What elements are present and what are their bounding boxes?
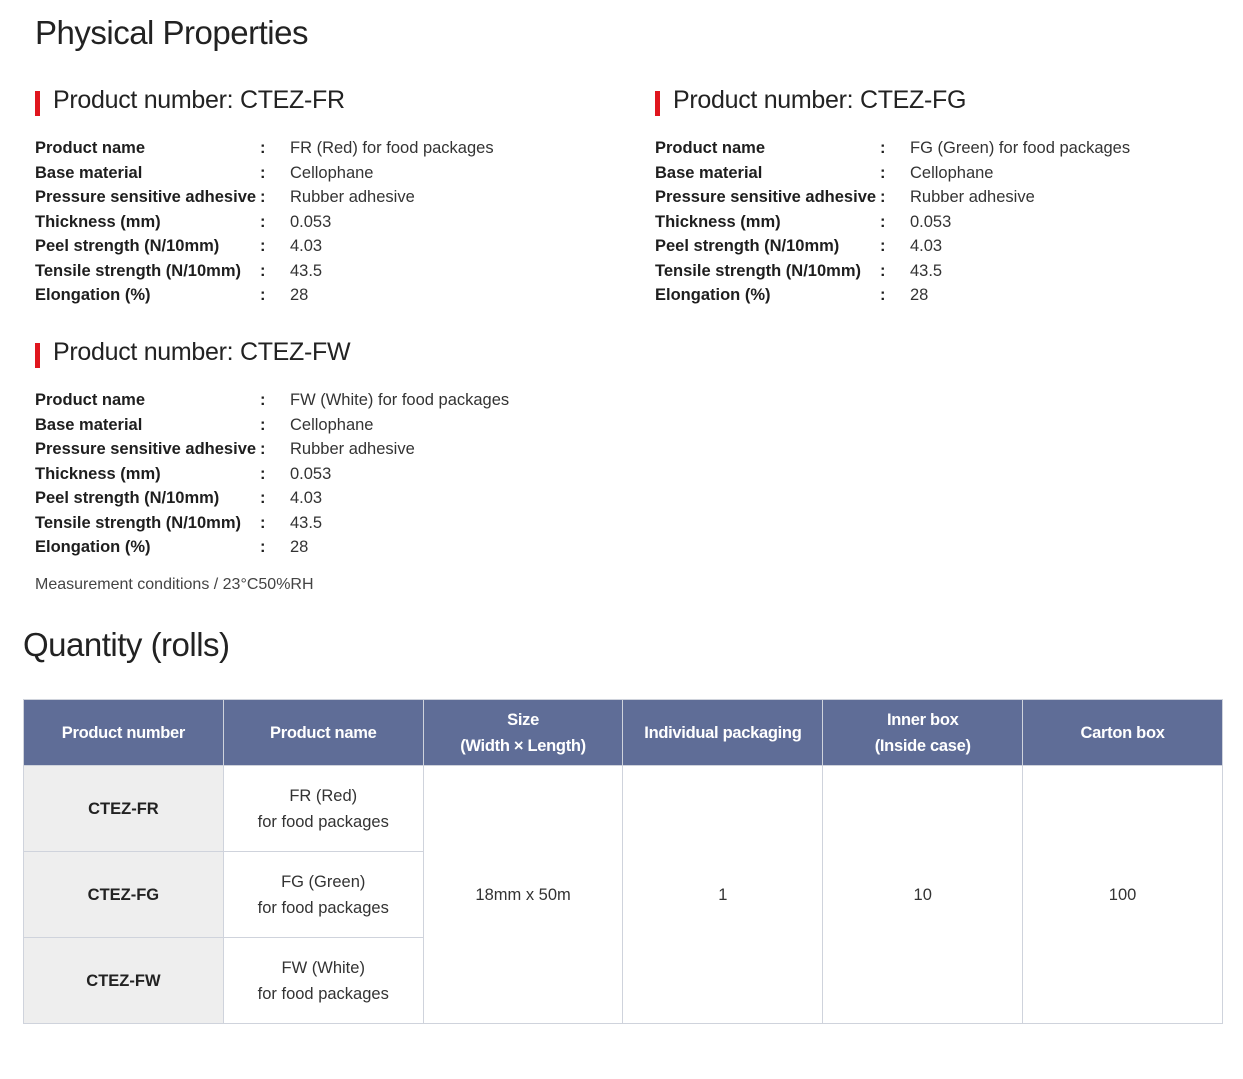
spec-label: Peel strength (N/10mm) xyxy=(655,237,840,255)
header-carton-box xyxy=(1023,700,1223,766)
spec-row xyxy=(35,188,595,213)
spec-row xyxy=(35,514,595,539)
spec-row xyxy=(35,538,595,563)
product-block-ctez-fw xyxy=(35,338,595,563)
spec-label: Pressure sensitive adhesive xyxy=(655,188,877,206)
spec-row xyxy=(35,440,595,465)
spec-value: 4.03 xyxy=(290,489,323,507)
spec-label: Product name xyxy=(35,139,146,157)
spec-label: Base material xyxy=(35,415,143,434)
quantity-section-title: Quantity (rolls) xyxy=(23,626,230,663)
spec-label: Peel strength (N/10mm) xyxy=(35,237,220,255)
header-product-number xyxy=(24,700,224,766)
table-row xyxy=(24,766,1223,852)
spec-list xyxy=(655,139,1215,311)
spec-label: Thickness (mm) xyxy=(655,212,781,231)
spec-colon: : xyxy=(260,489,266,507)
spec-row xyxy=(35,416,595,441)
spec-label: Product name xyxy=(655,139,766,157)
header-line: Individual packaging xyxy=(644,723,802,742)
header-line: (Width × Length) xyxy=(460,736,586,755)
spec-label: Pressure sensitive adhesive xyxy=(35,188,257,206)
spec-value: 0.053 xyxy=(910,212,952,231)
spec-value: FW (White) for food packages xyxy=(290,391,510,409)
spec-value: Rubber adhesive xyxy=(290,188,415,206)
product-name-line: for food packages xyxy=(257,898,389,917)
spec-value: Rubber adhesive xyxy=(910,188,1035,206)
product-number-cell: CTEZ-FR xyxy=(24,766,224,852)
spec-colon: : xyxy=(880,188,886,206)
spec-row xyxy=(655,213,1215,238)
spec-label: Base material xyxy=(35,163,143,182)
spec-value: Rubber adhesive xyxy=(290,440,415,458)
spec-row xyxy=(655,188,1215,213)
header-line: Carton box xyxy=(1080,723,1165,742)
header-product-name xyxy=(223,700,423,766)
spec-colon: : xyxy=(880,212,886,231)
spec-colon: : xyxy=(880,261,886,280)
spec-row xyxy=(35,465,595,490)
spec-colon: : xyxy=(260,464,266,483)
spec-row xyxy=(35,286,595,311)
product-heading xyxy=(35,338,595,372)
product-name-line: for food packages xyxy=(257,984,389,1003)
product-block-ctez-fr xyxy=(35,86,595,311)
spec-value: Cellophane xyxy=(290,163,374,182)
carton-box-cell: 100 xyxy=(1023,766,1223,1024)
heading-marker xyxy=(655,91,660,116)
individual-packaging-cell: 1 xyxy=(623,766,823,1024)
spec-colon: : xyxy=(260,391,266,409)
product-name-line: FW (White) xyxy=(281,958,365,977)
spec-label: Elongation (%) xyxy=(35,286,151,304)
spec-label: Pressure sensitive adhesive xyxy=(35,440,257,458)
spec-row xyxy=(35,391,595,416)
spec-label: Elongation (%) xyxy=(655,286,771,304)
heading-marker xyxy=(35,91,40,116)
product-heading-text: Product number: CTEZ-FW xyxy=(53,338,351,366)
spec-row xyxy=(655,262,1215,287)
spec-value: Cellophane xyxy=(290,415,374,434)
header-line: Product name xyxy=(270,723,377,742)
product-name-cell xyxy=(223,852,423,938)
spec-label: Tensile strength (N/10mm) xyxy=(655,261,861,280)
spec-value: FR (Red) for food packages xyxy=(290,139,494,157)
spec-colon: : xyxy=(260,261,266,280)
spec-label: Thickness (mm) xyxy=(35,464,161,483)
spec-value: 28 xyxy=(290,286,309,304)
spec-colon: : xyxy=(260,286,266,304)
table-header-row xyxy=(24,700,1223,766)
spec-colon: : xyxy=(880,286,886,304)
spec-label: Peel strength (N/10mm) xyxy=(35,489,220,507)
product-heading-text: Product number: CTEZ-FR xyxy=(53,86,345,114)
product-heading-text: Product number: CTEZ-FG xyxy=(673,86,967,114)
spec-row xyxy=(35,164,595,189)
spec-row xyxy=(35,262,595,287)
spec-row xyxy=(655,237,1215,262)
spec-colon: : xyxy=(880,139,886,157)
spec-value: Cellophane xyxy=(910,163,994,182)
spec-row xyxy=(35,489,595,514)
spec-row xyxy=(35,237,595,262)
spec-label: Thickness (mm) xyxy=(35,212,161,231)
spec-label: Product name xyxy=(35,391,146,409)
spec-list xyxy=(35,139,595,311)
spec-colon: : xyxy=(260,139,266,157)
inner-box-cell: 10 xyxy=(823,766,1023,1024)
spec-colon: : xyxy=(880,163,886,182)
product-name-line: FG (Green) xyxy=(281,872,366,891)
header-individual-packaging xyxy=(623,700,823,766)
page-title: Physical Properties xyxy=(35,14,308,51)
header-line: (Inside case) xyxy=(874,736,971,755)
product-name-cell xyxy=(223,938,423,1024)
spec-colon: : xyxy=(880,237,886,255)
spec-row xyxy=(655,139,1215,164)
product-name-line: FR (Red) xyxy=(289,786,358,805)
spec-colon: : xyxy=(260,440,266,458)
header-size xyxy=(423,700,623,766)
header-line: Product number xyxy=(61,723,186,742)
spec-row xyxy=(655,286,1215,311)
spec-row xyxy=(35,139,595,164)
spec-row xyxy=(35,213,595,238)
spec-value: 43.5 xyxy=(290,513,323,532)
header-line: Inner box xyxy=(886,710,959,729)
spec-colon: : xyxy=(260,212,266,231)
size-cell: 18mm x 50m xyxy=(423,766,623,1024)
spec-colon: : xyxy=(260,188,266,206)
quantity-table xyxy=(23,699,1223,1024)
spec-value: 0.053 xyxy=(290,464,332,483)
product-number-cell: CTEZ-FG xyxy=(24,852,224,938)
spec-value: 43.5 xyxy=(910,261,943,280)
spec-value: 4.03 xyxy=(290,237,323,255)
spec-colon: : xyxy=(260,513,266,532)
product-block-ctez-fg xyxy=(655,86,1215,311)
spec-label: Base material xyxy=(655,163,763,182)
spec-label: Tensile strength (N/10mm) xyxy=(35,513,241,532)
spec-colon: : xyxy=(260,538,266,556)
spec-label: Elongation (%) xyxy=(35,538,151,556)
product-heading xyxy=(35,86,595,120)
spec-value: FG (Green) for food packages xyxy=(910,139,1131,157)
header-inner-box xyxy=(823,700,1023,766)
spec-value: 28 xyxy=(910,286,929,304)
heading-marker xyxy=(35,343,40,368)
spec-value: 28 xyxy=(290,538,309,556)
spec-colon: : xyxy=(260,415,266,434)
spec-list xyxy=(35,391,595,563)
spec-value: 4.03 xyxy=(910,237,943,255)
measurement-note: Measurement conditions / 23°C50%RH xyxy=(35,576,314,593)
product-number-cell: CTEZ-FW xyxy=(24,938,224,1024)
spec-label: Tensile strength (N/10mm) xyxy=(35,261,241,280)
header-line: Size xyxy=(507,710,539,729)
spec-row xyxy=(655,164,1215,189)
spec-colon: : xyxy=(260,163,266,182)
product-name-line: for food packages xyxy=(257,812,389,831)
product-heading xyxy=(655,86,1215,120)
spec-colon: : xyxy=(260,237,266,255)
spec-value: 43.5 xyxy=(290,261,323,280)
product-name-cell xyxy=(223,766,423,852)
spec-value: 0.053 xyxy=(290,212,332,231)
